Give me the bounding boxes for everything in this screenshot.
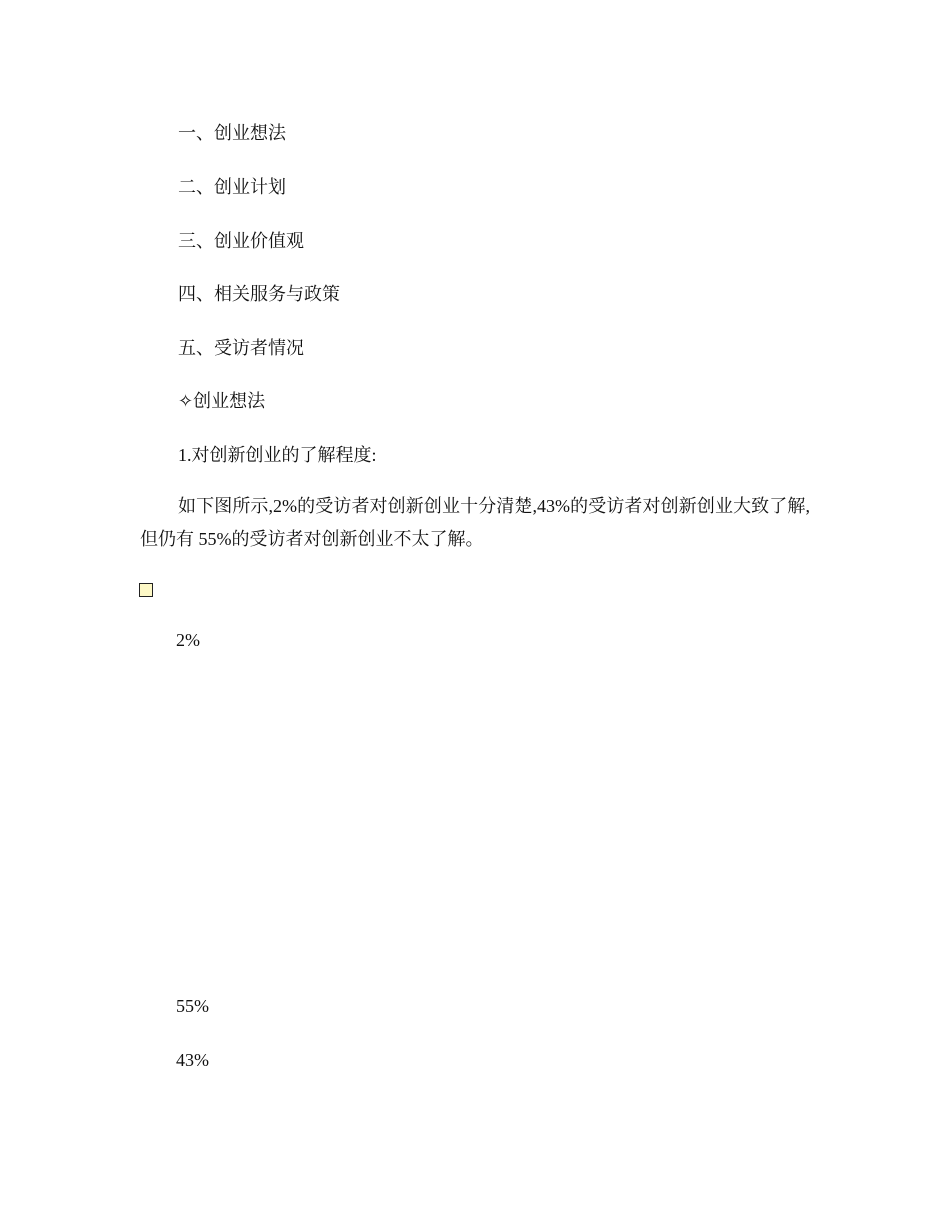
toc-item-5: 五、受访者情况 [178,338,304,358]
chart-value-label: 2% [176,630,200,650]
broken-image-icon [139,583,153,597]
section-heading: ✧创业想法 [178,391,266,411]
toc-item-2: 二、创业计划 [178,177,286,197]
toc-item-1: 一、创业想法 [178,123,286,143]
body-paragraph: 如下图所示,2%的受访者对创新创业十分清楚,43%的受访者对创新创业大致了解,但仍有 55%的受访者对创新创业不太了解。 [140,496,810,549]
toc-item-3: 三、创业价值观 [178,231,304,251]
chart-value-label: 55% [176,996,209,1016]
toc-item-4: 四、相关服务与政策 [178,284,340,304]
question-heading: 1.对创新创业的了解程度: [178,445,377,465]
chart-value-label: 43% [176,1050,209,1070]
